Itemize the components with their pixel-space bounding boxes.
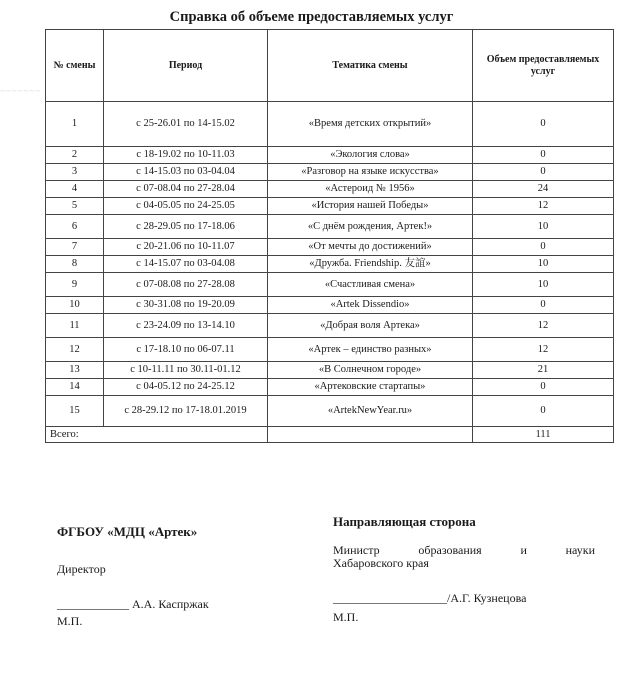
shift-number-cell: 14: [46, 379, 104, 396]
period-cell: с 23-24.09 по 13-14.10: [104, 314, 268, 338]
theme-cell: «Artek Dissendio»: [268, 297, 473, 314]
theme-cell: «Астероид № 1956»: [268, 181, 473, 198]
total-label: Всего:: [46, 427, 268, 443]
right-signature-line: ___________________/А.Г. Кузнецова: [333, 591, 527, 605]
period-cell: с 04-05.12 по 24-25.12: [104, 379, 268, 396]
volume-cell: 0: [473, 102, 614, 147]
theme-cell: «Дружба. Friendship. 友誼»: [268, 256, 473, 273]
theme-cell: «Разговор на языке искусства»: [268, 164, 473, 181]
right-party-title: Направляющая сторона: [333, 514, 476, 529]
table-row: [46, 314, 614, 338]
period-cell: с 28-29.12 по 17-18.01.2019: [104, 396, 268, 427]
period-cell: с 14-15.03 по 03-04.04: [104, 164, 268, 181]
volume-cell: 0: [473, 147, 614, 164]
shift-number-cell: 11: [46, 314, 104, 338]
table-row: [46, 362, 614, 379]
table-row: [46, 181, 614, 198]
right-position-line2: Хабаровского края: [333, 556, 429, 570]
period-cell: с 17-18.10 по 06-07.11: [104, 338, 268, 362]
left-signature-line: ____________ А.А. Каспржак: [57, 597, 209, 611]
period-cell: с 18-19.02 по 10-11.03: [104, 147, 268, 164]
table-header-row: [46, 30, 614, 102]
shift-number-cell: 10: [46, 297, 104, 314]
table-row: [46, 256, 614, 273]
volume-cell: 21: [473, 362, 614, 379]
shift-number-cell: 8: [46, 256, 104, 273]
document-title: Справка об объеме предоставляемых услуг: [169, 9, 454, 25]
shift-number-cell: 9: [46, 273, 104, 297]
table-row: [46, 239, 614, 256]
theme-cell: «История нашей Победы»: [268, 198, 473, 215]
table-row: [46, 273, 614, 297]
theme-cell: «От мечты до достижений»: [268, 239, 473, 256]
table-row: [46, 147, 614, 164]
volume-cell: 10: [473, 256, 614, 273]
period-cell: с 20-21.06 по 10-11.07: [104, 239, 268, 256]
shift-number-cell: 12: [46, 338, 104, 362]
total-empty-cell: [268, 427, 473, 443]
left-org-name: ФГБОУ «МДЦ «Артек»: [57, 524, 198, 539]
volume-cell: 10: [473, 273, 614, 297]
table-row: [46, 297, 614, 314]
table-row: [46, 379, 614, 396]
table-row: [46, 215, 614, 239]
theme-cell: «Время детских открытий»: [268, 102, 473, 147]
period-cell: с 04-05.05 по 24-25.05: [104, 198, 268, 215]
period-cell: с 28-29.05 по 17-18.06: [104, 215, 268, 239]
header-shift-number: № смены: [46, 30, 104, 102]
theme-cell: «Артековские стартапы»: [268, 379, 473, 396]
shift-number-cell: 6: [46, 215, 104, 239]
header-volume: Объем предоставляемых услуг: [473, 30, 614, 102]
shift-number-cell: 4: [46, 181, 104, 198]
table-row: [46, 164, 614, 181]
period-cell: с 14-15.07 по 03-04.08: [104, 256, 268, 273]
table-row: [46, 338, 614, 362]
period-cell: с 07-08.04 по 27-28.04: [104, 181, 268, 198]
theme-cell: «В Солнечном городе»: [268, 362, 473, 379]
volume-cell: 0: [473, 164, 614, 181]
theme-cell: «Артек – единство разных»: [268, 338, 473, 362]
volume-cell: 10: [473, 215, 614, 239]
volume-cell: 12: [473, 338, 614, 362]
shift-number-cell: 3: [46, 164, 104, 181]
volume-cell: 0: [473, 396, 614, 427]
total-value: 111: [473, 427, 614, 443]
shift-number-cell: 7: [46, 239, 104, 256]
left-position: Директор: [57, 562, 106, 576]
table-row: [46, 396, 614, 427]
shift-number-cell: 5: [46, 198, 104, 215]
shift-number-cell: 15: [46, 396, 104, 427]
period-cell: с 30-31.08 по 19-20.09: [104, 297, 268, 314]
theme-cell: «Добрая воля Артека»: [268, 314, 473, 338]
services-table: [45, 29, 614, 443]
volume-cell: 0: [473, 239, 614, 256]
theme-cell: «Счастливая смена»: [268, 273, 473, 297]
total-row: [46, 427, 614, 443]
period-cell: с 10-11.11 по 30.11-01.12: [104, 362, 268, 379]
right-stamp-place: М.П.: [333, 610, 359, 624]
header-theme: Тематика смены: [268, 30, 473, 102]
volume-cell: 0: [473, 379, 614, 396]
volume-cell: 12: [473, 198, 614, 215]
shift-number-cell: 13: [46, 362, 104, 379]
volume-cell: 12: [473, 314, 614, 338]
period-cell: с 07-08.08 по 27-28.08: [104, 273, 268, 297]
table-row: [46, 102, 614, 147]
table-row: [46, 198, 614, 215]
shift-number-cell: 2: [46, 147, 104, 164]
shift-number-cell: 1: [46, 102, 104, 147]
left-stamp-place: М.П.: [57, 614, 83, 628]
theme-cell: «ArtekNewYear.ru»: [268, 396, 473, 427]
period-cell: с 25-26.01 по 14-15.02: [104, 102, 268, 147]
theme-cell: «С днём рождения, Артек!»: [268, 215, 473, 239]
header-period: Период: [104, 30, 268, 102]
volume-cell: 0: [473, 297, 614, 314]
scan-artifact: ~~~~~~~: [0, 86, 42, 96]
volume-cell: 24: [473, 181, 614, 198]
theme-cell: «Экология слова»: [268, 147, 473, 164]
right-position-line1: Министр образования и науки: [333, 543, 595, 557]
